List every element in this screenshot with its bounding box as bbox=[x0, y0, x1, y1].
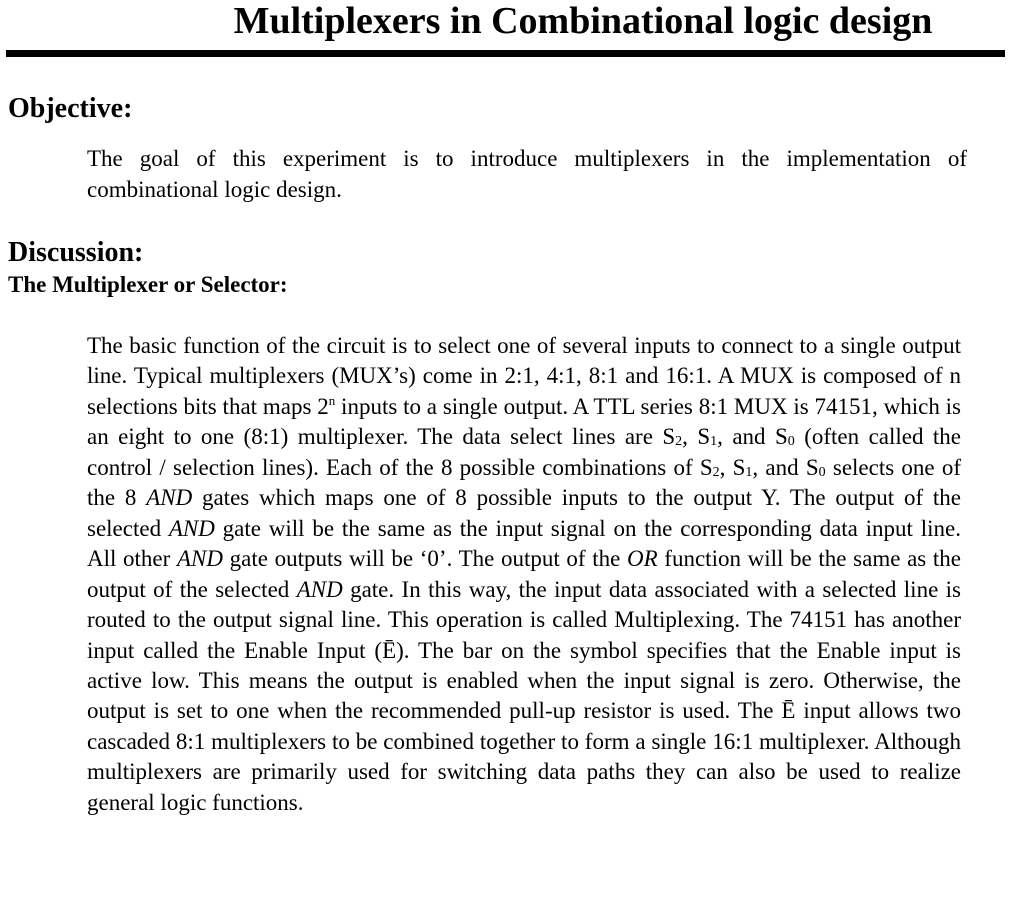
subscript-0: 0 bbox=[818, 464, 826, 480]
paragraph-text: gates which maps one of 8 possible inputs to the output Y. The output of the selected bbox=[87, 485, 961, 541]
paragraph-text: , and S bbox=[752, 454, 819, 480]
paragraph-text: selects one of the 8 bbox=[87, 454, 961, 511]
objective-heading: Objective: bbox=[8, 93, 133, 124]
title-rule bbox=[6, 50, 1005, 57]
objective-text: The goal of this experiment is to introduce multiplexers in the implementation of combinational logic design. bbox=[87, 146, 967, 202]
paragraph-text: The basic function of the circuit is to select one of several inputs to connect to a single output line. Typical multiplexers (MUX’s) come in 2:1, 4:1, 8:1 and 16:1. A MUX is composed of n selections bits that maps 2 bbox=[87, 333, 961, 419]
paragraph-text: , S bbox=[719, 454, 746, 480]
and-term: AND bbox=[168, 515, 215, 541]
paragraph-text: , S bbox=[682, 424, 711, 450]
discussion-heading: Discussion: bbox=[8, 237, 144, 268]
multiplexer-subheading: The Multiplexer or Selector: bbox=[8, 272, 288, 297]
subscript-1: 1 bbox=[745, 464, 753, 480]
paragraph-text: gate will be the same as the input signal on the corresponding data input line. All other bbox=[87, 515, 961, 572]
paragraph-text: (often called the control / selection lines). Each of the 8 possible combinations of S bbox=[87, 424, 962, 480]
subscript-1: 1 bbox=[710, 434, 718, 450]
subscript-2: 2 bbox=[675, 434, 683, 450]
and-term: AND bbox=[146, 485, 193, 511]
multiplexer-paragraph bbox=[87, 331, 961, 818]
paragraph-text: , and S bbox=[717, 424, 788, 450]
subscript-0: 0 bbox=[787, 434, 795, 450]
paragraph-text: function will be the same as the output of the selected bbox=[87, 546, 961, 602]
paragraph-text: gate. In this way, the input data associated with a selected line is routed to the output signal line. This operation is called Multiplexing. The 74151 has another input called the Enable Input (Ē). The bar on the symbol specifies that the Enable input is active low. This means the output is enabled when the input signal is zero. Otherwise, the output is set to one when the recommended pull-up resistor is used. The Ē input allows two cascaded 8:1 multiplexers to be combined together to form a single 16:1 multiplexer. Although multiplexers are primarily used for switching data paths they can also be used to realize general logic functions. bbox=[87, 576, 962, 815]
subscript-2: 2 bbox=[712, 464, 720, 480]
superscript-n: n bbox=[328, 392, 336, 408]
or-term: OR bbox=[626, 546, 658, 572]
paragraph-text: gate outputs will be ‘0’. The output of the bbox=[222, 546, 627, 572]
paragraph-text: inputs to a single output. A TTL series 8:1 MUX is 74151, which is an eight to one (8:1) multiplexer. The data select lines are S bbox=[87, 393, 961, 450]
and-term: AND bbox=[296, 576, 343, 602]
page-title: Multiplexers in Combinational logic design bbox=[233, 0, 933, 42]
and-term: AND bbox=[176, 546, 223, 572]
